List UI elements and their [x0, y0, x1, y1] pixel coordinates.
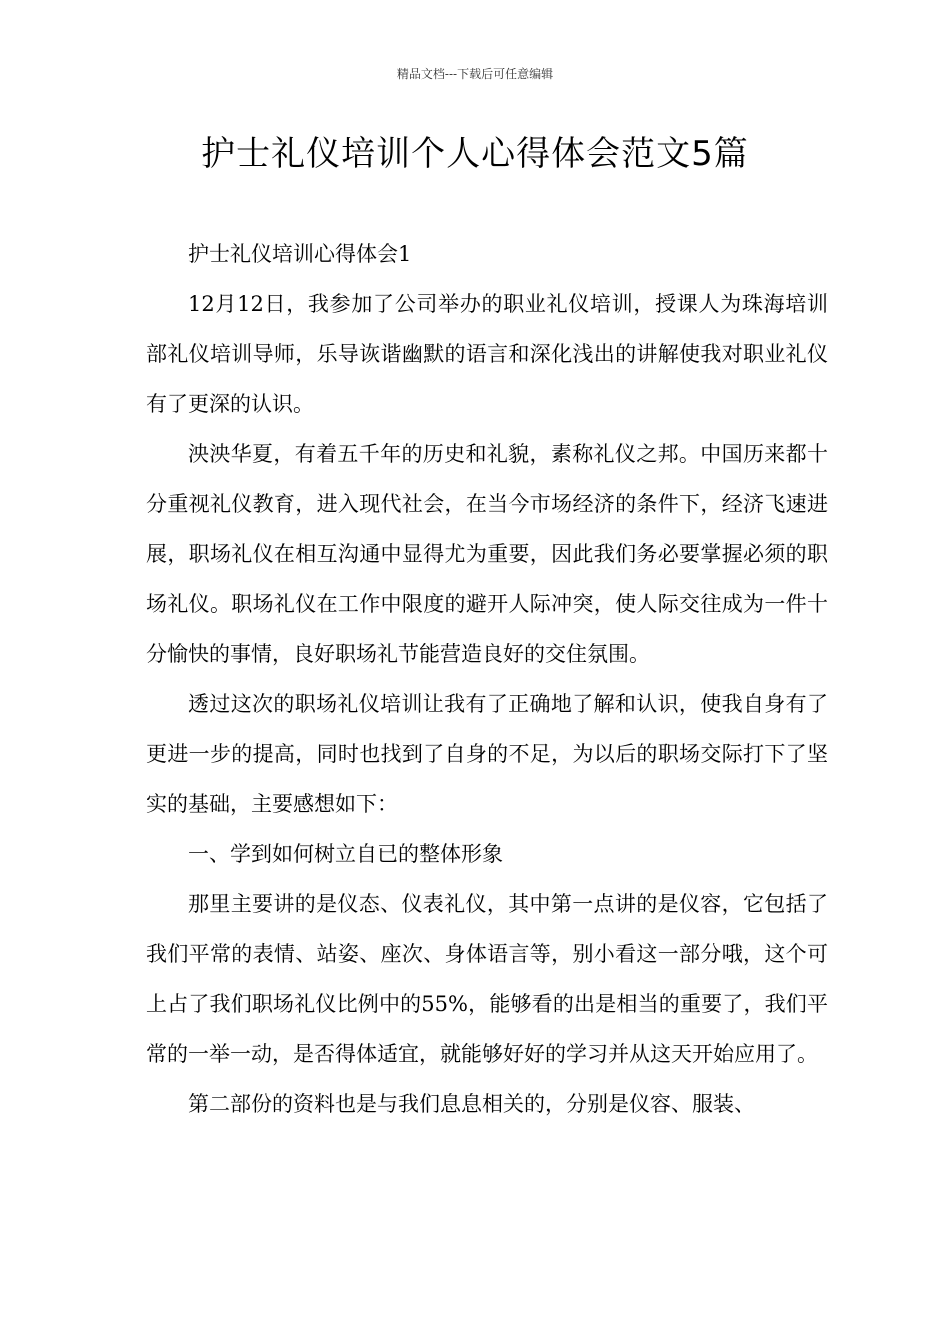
body-paragraph: 透过这次的职场礼仪培训让我有了正确地了解和认识，使我自身有了更进一步的提高，同时也找到了自身的不足，为以后的职场交际打下了坚实的基础，主要感想如下：: [146, 692, 828, 816]
section-heading: 护士礼仪培训心得体会1: [188, 242, 412, 266]
subsection-heading: 一、学到如何树立自已的整体形象: [188, 842, 503, 866]
body-paragraph: 12月12日，我参加了公司举办的职业礼仪培训，授课人为珠海培训部礼仪培训导师，乐导诙谐幽默的语言和深化浅出的讲解使我对职业礼仪有了更深的认识。: [146, 292, 828, 416]
document-body: [146, 229, 828, 1129]
document-title: 护士礼仪培训个人心得体会范文5篇: [201, 134, 749, 174]
body-paragraph: 泱泱华夏，有着五千年的历史和礼貌，素称礼仪之邦。中国历来都十分重视礼仪教育，进入现代社会，在当今市场经济的条件下，经济飞速进展，职场礼仪在相互沟通中显得尤为重要，因此我们务必要掌握必须的职场礼仪。职场礼仪在工作中限度的避开人际冲突，使人际交往成为一件十分愉快的事情，良好职场礼节能营造良好的交住氛围。: [146, 442, 828, 666]
body-paragraph: 那里主要讲的是仪态、仪表礼仪，其中第一点讲的是仪容，它包括了我们平常的表情、站姿、座次、身体语言等，别小看这一部分哦，这个可上占了我们职场礼仪比例中的55%，能够看的出是相当的重要了，我们平常的一举一动，是否得体适宜，就能够好好的学习并从这天开始应用了。: [146, 892, 828, 1066]
page-header: 精品文档---下载后可任意编辑: [396, 67, 554, 81]
body-paragraph: 第二部份的资料也是与我们息息相关的，分别是仪容、服装、: [188, 1092, 755, 1116]
